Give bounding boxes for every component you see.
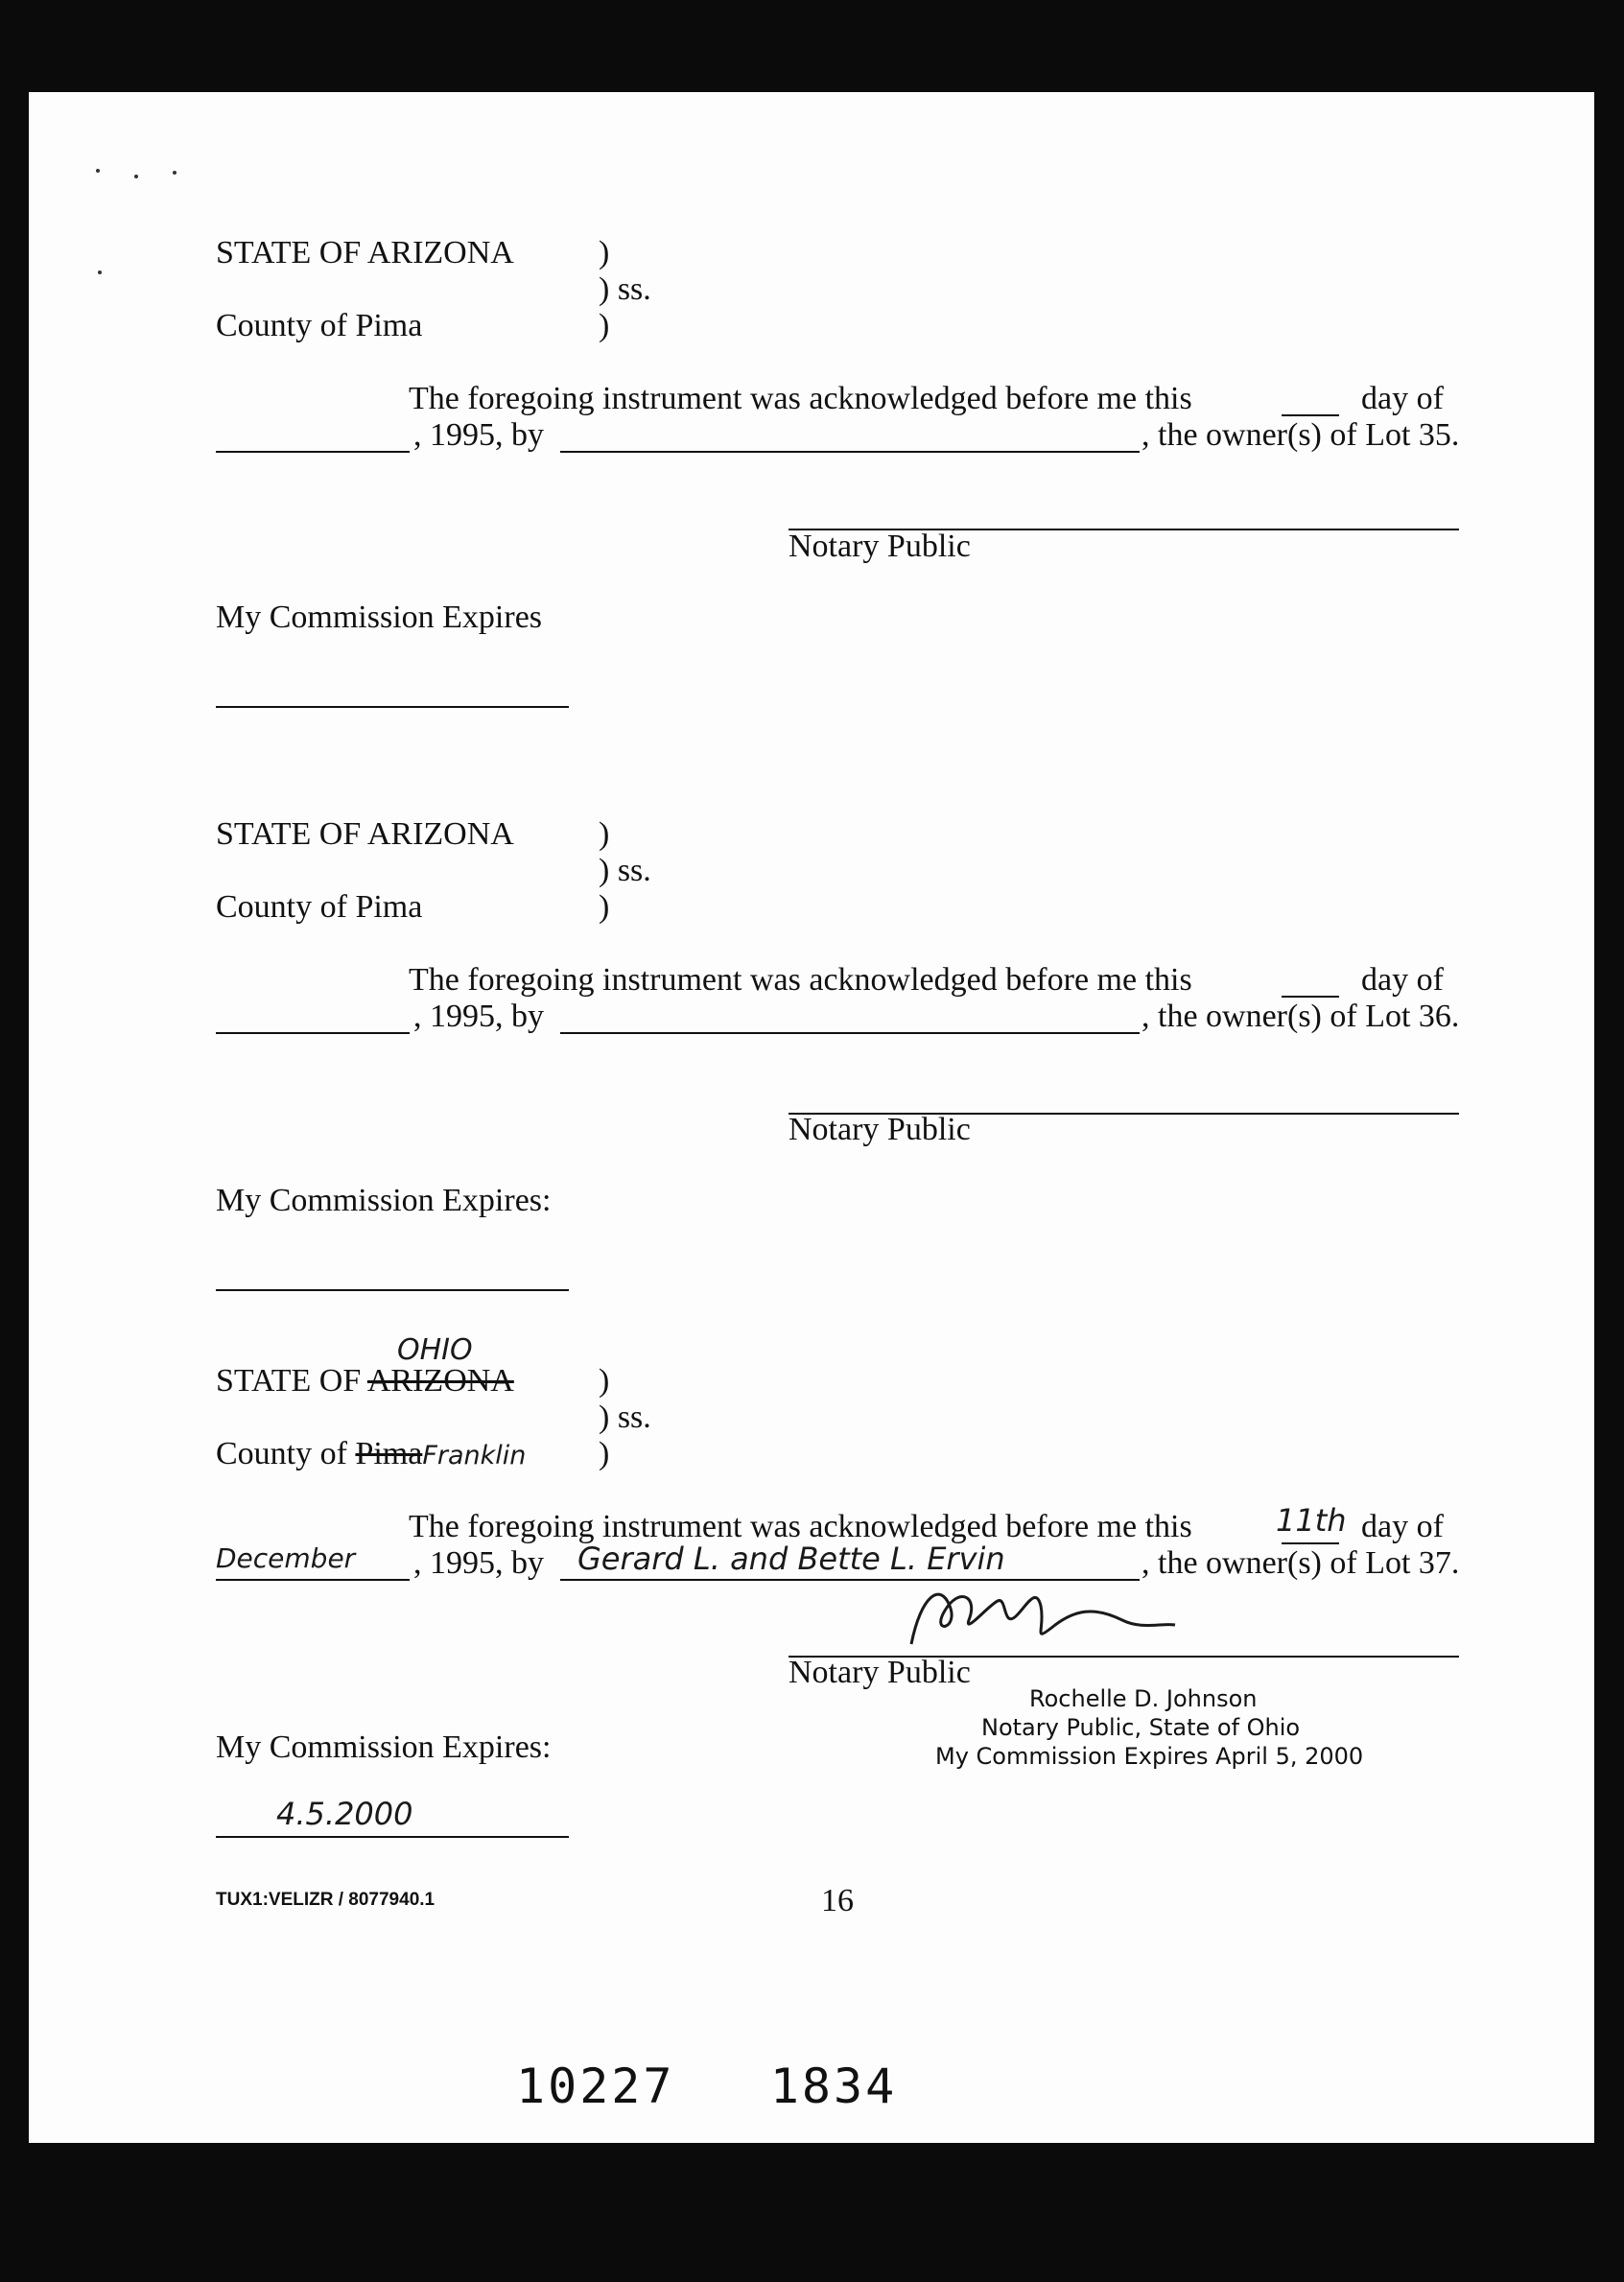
owner-lot-label-2: , the owner(s) of Lot 36.: [1142, 999, 1460, 1034]
day-of-label-2: day of: [1361, 962, 1444, 998]
document-id: TUX1:VELIZR / 8077940.1: [216, 1890, 435, 1910]
scan-speck: [134, 175, 138, 178]
county-handwritten: Franklin: [422, 1441, 527, 1470]
commission-date-blank-3: [216, 1836, 569, 1838]
venue-paren: ): [599, 889, 610, 925]
county-struck: Pima: [355, 1436, 423, 1471]
county-prefix: County of: [216, 1436, 347, 1471]
venue-ss: ) ss.: [599, 853, 651, 888]
state-prefix: STATE OF: [216, 1363, 362, 1399]
owner-lot-label-1: , the owner(s) of Lot 35.: [1142, 417, 1460, 453]
state-handwritten: OHIO: [397, 1333, 473, 1367]
owner-name-blank-2: [560, 1032, 1140, 1034]
notary-public-label-1: Notary Public: [788, 529, 971, 564]
commission-date-blank-1: [216, 706, 569, 708]
day-of-label-1: day of: [1361, 381, 1444, 416]
venue-paren: ): [599, 308, 610, 343]
day-handwritten: 11th: [1276, 1502, 1347, 1539]
scan-speck: [98, 271, 102, 274]
notary-public-label-3: Notary Public: [788, 1655, 971, 1690]
notary-public-label-2: Notary Public: [788, 1112, 971, 1147]
scan-speck: [96, 169, 100, 173]
year-by-label-2: , 1995, by: [413, 999, 544, 1034]
state-heading-2: STATE OF ARIZONA: [216, 816, 514, 852]
month-blank-2: [216, 1032, 410, 1034]
venue-paren: ): [599, 1363, 610, 1399]
county-heading-3: [216, 1435, 526, 1475]
day-of-label-3: day of: [1361, 1509, 1444, 1544]
venue-ss: ) ss.: [599, 271, 651, 307]
notary-signature-image: [873, 1577, 1180, 1654]
county-heading-2: County of Pima: [216, 889, 423, 925]
owner-name-blank-1: [560, 451, 1140, 453]
state-heading-3: [216, 1362, 514, 1400]
page-number: 16: [821, 1883, 854, 1918]
commission-date-blank-2: [216, 1289, 569, 1291]
commission-expires-label-1: My Commission Expires: [216, 600, 543, 635]
venue-paren: ): [599, 816, 610, 852]
county-heading-1: County of Pima: [216, 308, 423, 343]
acknowledgment-text-1: The foregoing instrument was acknowledged before me this: [409, 381, 1192, 416]
recording-number: 10227 1834: [516, 2059, 898, 2114]
scan-speck: [173, 171, 177, 175]
notary-stamp-title: Notary Public, State of Ohio: [981, 1714, 1301, 1741]
month-handwritten: December: [216, 1542, 356, 1574]
month-blank-3: [216, 1579, 410, 1581]
document-page: [29, 92, 1594, 2143]
venue-paren: ): [599, 235, 610, 271]
notary-stamp-name: Rochelle D. Johnson: [1029, 1685, 1258, 1712]
commission-expires-label-2: My Commission Expires:: [216, 1183, 552, 1218]
month-blank-1: [216, 451, 410, 453]
acknowledgment-text-2: The foregoing instrument was acknowledged before me this: [409, 962, 1192, 998]
acknowledgment-text-3: The foregoing instrument was acknowledged before me this: [409, 1509, 1192, 1544]
notary-stamp-expiry: My Commission Expires April 5, 2000: [935, 1743, 1364, 1770]
venue-paren: ): [599, 1436, 610, 1471]
owner-lot-label-3: , the owner(s) of Lot 37.: [1142, 1545, 1460, 1581]
venue-ss: ) ss.: [599, 1400, 651, 1435]
year-by-label-1: , 1995, by: [413, 417, 544, 453]
owner-names-handwritten: Gerard L. and Bette L. Ervin: [577, 1541, 1005, 1577]
state-heading-1: STATE OF ARIZONA: [216, 235, 514, 271]
commission-expires-label-3: My Commission Expires:: [216, 1729, 552, 1765]
year-by-label-3: , 1995, by: [413, 1545, 544, 1581]
commission-date-handwritten: 4.5.2000: [276, 1796, 413, 1832]
state-struck: ARIZONA: [366, 1363, 514, 1399]
